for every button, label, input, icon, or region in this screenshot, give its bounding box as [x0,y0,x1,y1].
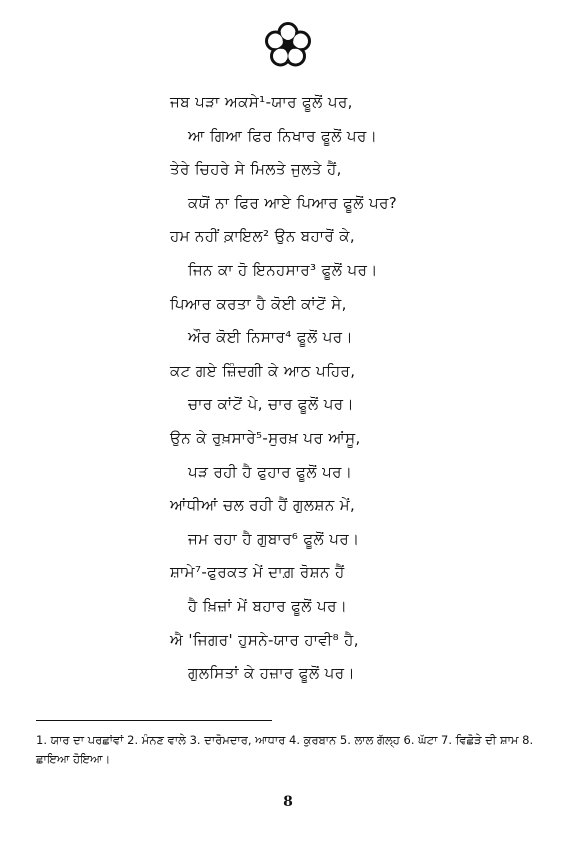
poem-line: ਉਨ ਕੇ ਰੁਖ਼ਸਾਰੇ⁵-ਸੁਰਖ਼ ਪਰ ਆਂਸੂ, [170,428,361,447]
poem-line: ਸ਼ਾਮੇ⁷-ਫੁਰਕਤ ਮੇਂ ਦਾਗ਼ ਰੋਸ਼ਨ ਹੈਂ [170,563,345,582]
poem-line: ਐ 'ਜਿਗਰ' ਹੁਸਨੇ-ਯਾਰ ਹਾਵੀ⁸ ਹੈ, [170,630,359,649]
poem-line: ਪੜ ਰਹੀ ਹੈ ਫੁਹਾਰ ਫੂਲੋਂ ਪਰ। [188,462,353,481]
poem-line: ਜਮ ਰਹਾ ਹੈ ਗੁਬਾਰ⁶ ਫੂਲੋਂ ਪਰ। [188,529,360,548]
poem-line: ਔਰ ਕੋਈ ਨਿਸਾਰ⁴ ਫੂਲੋਂ ਪਰ। [188,328,354,347]
poem-line: ਚਾਰ ਕਾਂਟੋਂ ਪੇ, ਚਾਰ ਫੂਲੋਂ ਪਰ। [188,395,354,414]
footnotes: 1. ਯਾਰ ਦਾ ਪਰਛਾਂਵਾਂ 2. ਮੰਨਣ ਵਾਲੇ 3. ਦਾਰੋਮਦਾਰ, ਆਧਾਰ 4. ਕੁਰਬਾਨ 5. ਲਾਲ ਗੱਲ੍ਹ 6. ਘੱਟਾ 7. ਵਿਛੋੜੇ ਦੀ ਸ਼ਾਮ 8. ਛਾਇਆ ਹੋਇਆ। [36,733,534,766]
poem-line: ਆ ਗਿਆ ਫਿਰ ਨਿਖਾਰ ਫੂਲੋਂ ਪਰ। [188,126,378,145]
poem-line: ਜਿਨ ਕਾ ਹੋ ਇਨਹਸਾਰ³ ਫੂਲੋਂ ਪਰ। [188,260,378,279]
poem-line: ਹਮ ਨਹੀਂ ਕ਼ਾਇਲ² ਉਨ ਬਹਾਰੋਂ ਕੇ, [170,227,356,246]
poem-line: ਗੁਲਸਿਤਾਂ ਕੇ ਹਜ਼ਾਰ ਫੂਲੋਂ ਪਰ। [188,664,355,683]
page-number: 8 [283,794,293,810]
flower-icon [263,20,313,70]
poem-line: ਜਬ ਪੜਾ ਅਕਸੇ¹-ਯਾਰ ਫੂਲੋਂ ਪਰ, [170,93,353,111]
poem-line: ਹੈ ਖ਼ਿਜ਼ਾਂ ਮੇਂ ਬਹਾਰ ਫੂਲੋਂ ਪਰ। [188,596,348,615]
poem [170,86,430,691]
footnote-divider [36,720,272,721]
poem-line: ਪਿਆਰ ਕਰਤਾ ਹੈ ਕੋਈ ਕਾਂਟੋਂ ਸੇ, [170,294,347,313]
poem-line: ਕਯੋਂ ਨਾ ਫਿਰ ਆਏ ਪਿਆਰ ਫੂਲੋਂ ਪਰ? [188,193,398,212]
poem-line: ਆਂਧੀਆਂ ਚਲ ਰਹੀ ਹੈਂ ਗੁਲਸ਼ਨ ਮੇਂ, [170,496,356,515]
poem-line: ਤੇਰੇ ਚਿਹਰੇ ਸੇ ਮਿਲਤੇ ਜੁਲਤੇ ਹੈਂ, [170,160,342,179]
poem-line: ਕਟ ਗਏ ਜ਼ਿੰਦਗੀ ਕੇ ਆਠ ਪਹਿਰ, [170,361,356,380]
